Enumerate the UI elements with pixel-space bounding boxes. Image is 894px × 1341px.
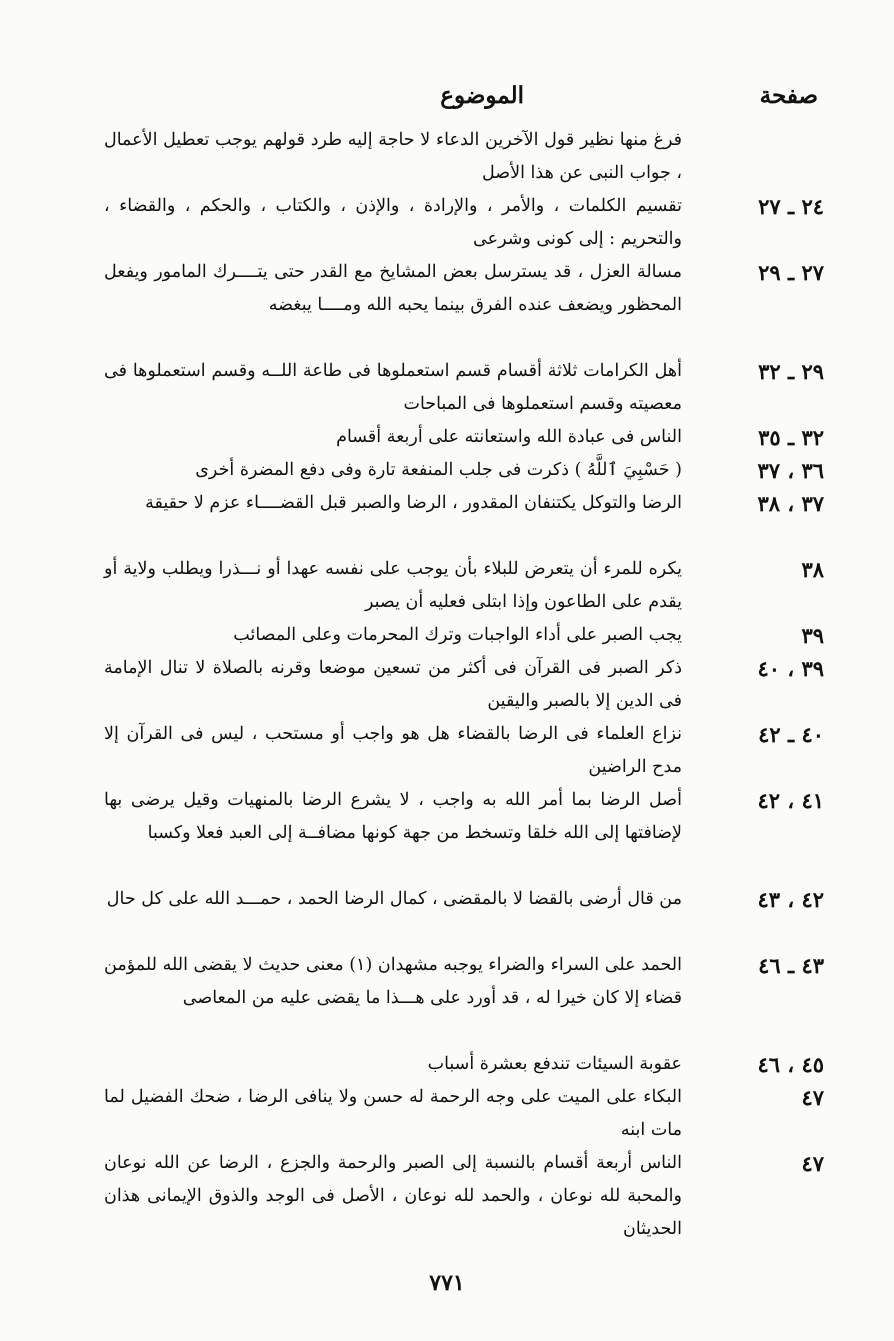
entry-text: ( حَسْبِيَ ٱللَّهُ ) ذكرت فى جلب المنفعة تارة وفى دفع المضرة أخرى	[195, 460, 682, 480]
column-header	[0, 82, 894, 116]
entry-pages: ٣٧ ، ٣٨	[757, 491, 824, 516]
entry-text: يجب الصبر على أداء الواجبات وترك المحرمات وعلى المصائب	[233, 625, 682, 645]
entry-pages: ٣٩	[801, 623, 824, 648]
page-number: ٧٧١	[429, 1270, 465, 1296]
entry-text: عقوبة السيئات تندفع بعشرة أسباب	[427, 1054, 682, 1074]
index-entry	[0, 421, 894, 454]
entry-text: تقسيم الكلمات ، والأمر ، والإرادة ، والإذن ، والكتاب ، والحكم ، والقضاء ، والتحريم : إلى كونى وشرعى	[104, 196, 682, 249]
entry-pages: ٤٧	[801, 1085, 824, 1110]
index-entry	[0, 949, 894, 1048]
index-entry	[0, 487, 894, 553]
entry-pages: ٤١ ، ٤٢	[757, 788, 824, 813]
entry-pages: ٤٢ ، ٤٣	[757, 887, 824, 912]
entry-pages: ٣٨	[801, 557, 824, 582]
entry-text: الرضا والتوكل يكتنفان المقدور ، الرضا والصبر قبل القضــــاء عزم لا حقيقة	[145, 493, 682, 513]
entry-pages: ٤٧	[801, 1151, 824, 1176]
entry-text: البكاء على الميت على وجه الرحمة له حسن ولا ينافى الرضا ، ضحك الفضيل لما مات ابنه	[104, 1087, 682, 1140]
index-entry	[0, 883, 894, 949]
entry-text: يكره للمرء أن يتعرض للبلاء بأن يوجب على نفسه عهدا أو نـــذرا ويطلب ولاية أو يقدم على الطاعون وإذا ابتلى فعليه أن يصبر	[104, 559, 682, 612]
index-entry	[0, 718, 894, 784]
entry-text: نزاع العلماء فى الرضا بالقضاء هل هو واجب أو مستحب ، ليس فى القرآن إلا مدح الراضين	[104, 724, 682, 777]
entry-pages: ٣٩ ، ٤٠	[757, 656, 824, 681]
entry-text: فرغ منها نظير قول الآخرين الدعاء لا حاجة إليه طرد قولهم يوجب تعطيل الأعمال ، جواب النبى عن هذا الأصل	[104, 130, 682, 183]
entry-pages: ٣٢ ـ ٣٥	[758, 425, 824, 450]
index-entry	[0, 652, 894, 718]
index-entry	[0, 553, 894, 619]
index-entry	[0, 190, 894, 256]
topic-column-heading: الموضوع	[440, 82, 524, 109]
entry-pages: ٤٥ ، ٤٦	[757, 1052, 824, 1077]
index-entry	[0, 1081, 894, 1147]
index-entry	[0, 355, 894, 421]
entry-text: الناس أربعة أقسام بالنسبة إلى الصبر والرحمة والجزع ، الرضا عن الله نوعان والمحبة لله نوعان ، والحمد لله نوعان ، الأصل فى الوجد والذوق الإيمانى هذان الحديثان	[104, 1153, 682, 1239]
index-entry	[0, 1147, 894, 1246]
entry-text: ذكر الصبر فى القرآن فى أكثر من تسعين موضعا وقرنه بالصلاة لا تنال الإمامة فى الدين إلا بالصبر واليقين	[104, 658, 682, 711]
entry-pages: ٣٦ ، ٣٧	[757, 458, 824, 483]
entry-text: الناس فى عبادة الله واستعانته على أربعة أقسام	[336, 427, 682, 447]
entry-text: أهل الكرامات ثلاثة أقسام قسم استعملوها فى طاعة اللــه وقسم استعملوها فى معصيته وقسم استعملوها فى المباحات	[104, 361, 682, 414]
index-entry	[0, 619, 894, 652]
entry-pages: ٢٤ ـ ٢٧	[758, 194, 824, 219]
entry-pages: ٤٣ ـ ٤٦	[758, 953, 824, 978]
entry-pages: ٢٩ ـ ٣٢	[758, 359, 824, 384]
index-entry	[0, 256, 894, 355]
index-entry	[0, 124, 894, 190]
entry-pages: ٢٧ ـ ٢٩	[758, 260, 824, 285]
entry-text: من قال أرضى بالقضا لا بالمقضى ، كمال الرضا الحمد ، حمـــد الله على كل حال	[106, 889, 682, 909]
index-entry	[0, 1048, 894, 1081]
index-entries	[0, 124, 894, 1246]
index-entry	[0, 454, 894, 487]
entry-text: أصل الرضا بما أمر الله به واجب ، لا يشرع الرضا بالمنهيات وقيل يرضى بها لإضافتها إلى الله خلقا وتسخط من جهة كونها مضافــة إلى العبد فعلا وكسبا	[104, 790, 682, 843]
page-column-heading: صفحة	[759, 82, 818, 109]
entry-pages: ٤٠ ـ ٤٢	[758, 722, 824, 747]
entry-text: مسالة العزل ، قد يسترسل بعض المشايخ مع القدر حتى يتــــرك المامور ويفعل المحظور ويضعف عنده الفرق بينما يحبه الله ومــــا يبغضه	[104, 262, 682, 315]
entry-text: الحمد على السراء والضراء يوجبه مشهدان (١) معنى حديث لا يقضى الله للمؤمن قضاء إلا كان خيرا له ، قد أورد على هـــذا ما يقضى عليه من المعاصى	[104, 955, 682, 1008]
index-entry	[0, 784, 894, 883]
